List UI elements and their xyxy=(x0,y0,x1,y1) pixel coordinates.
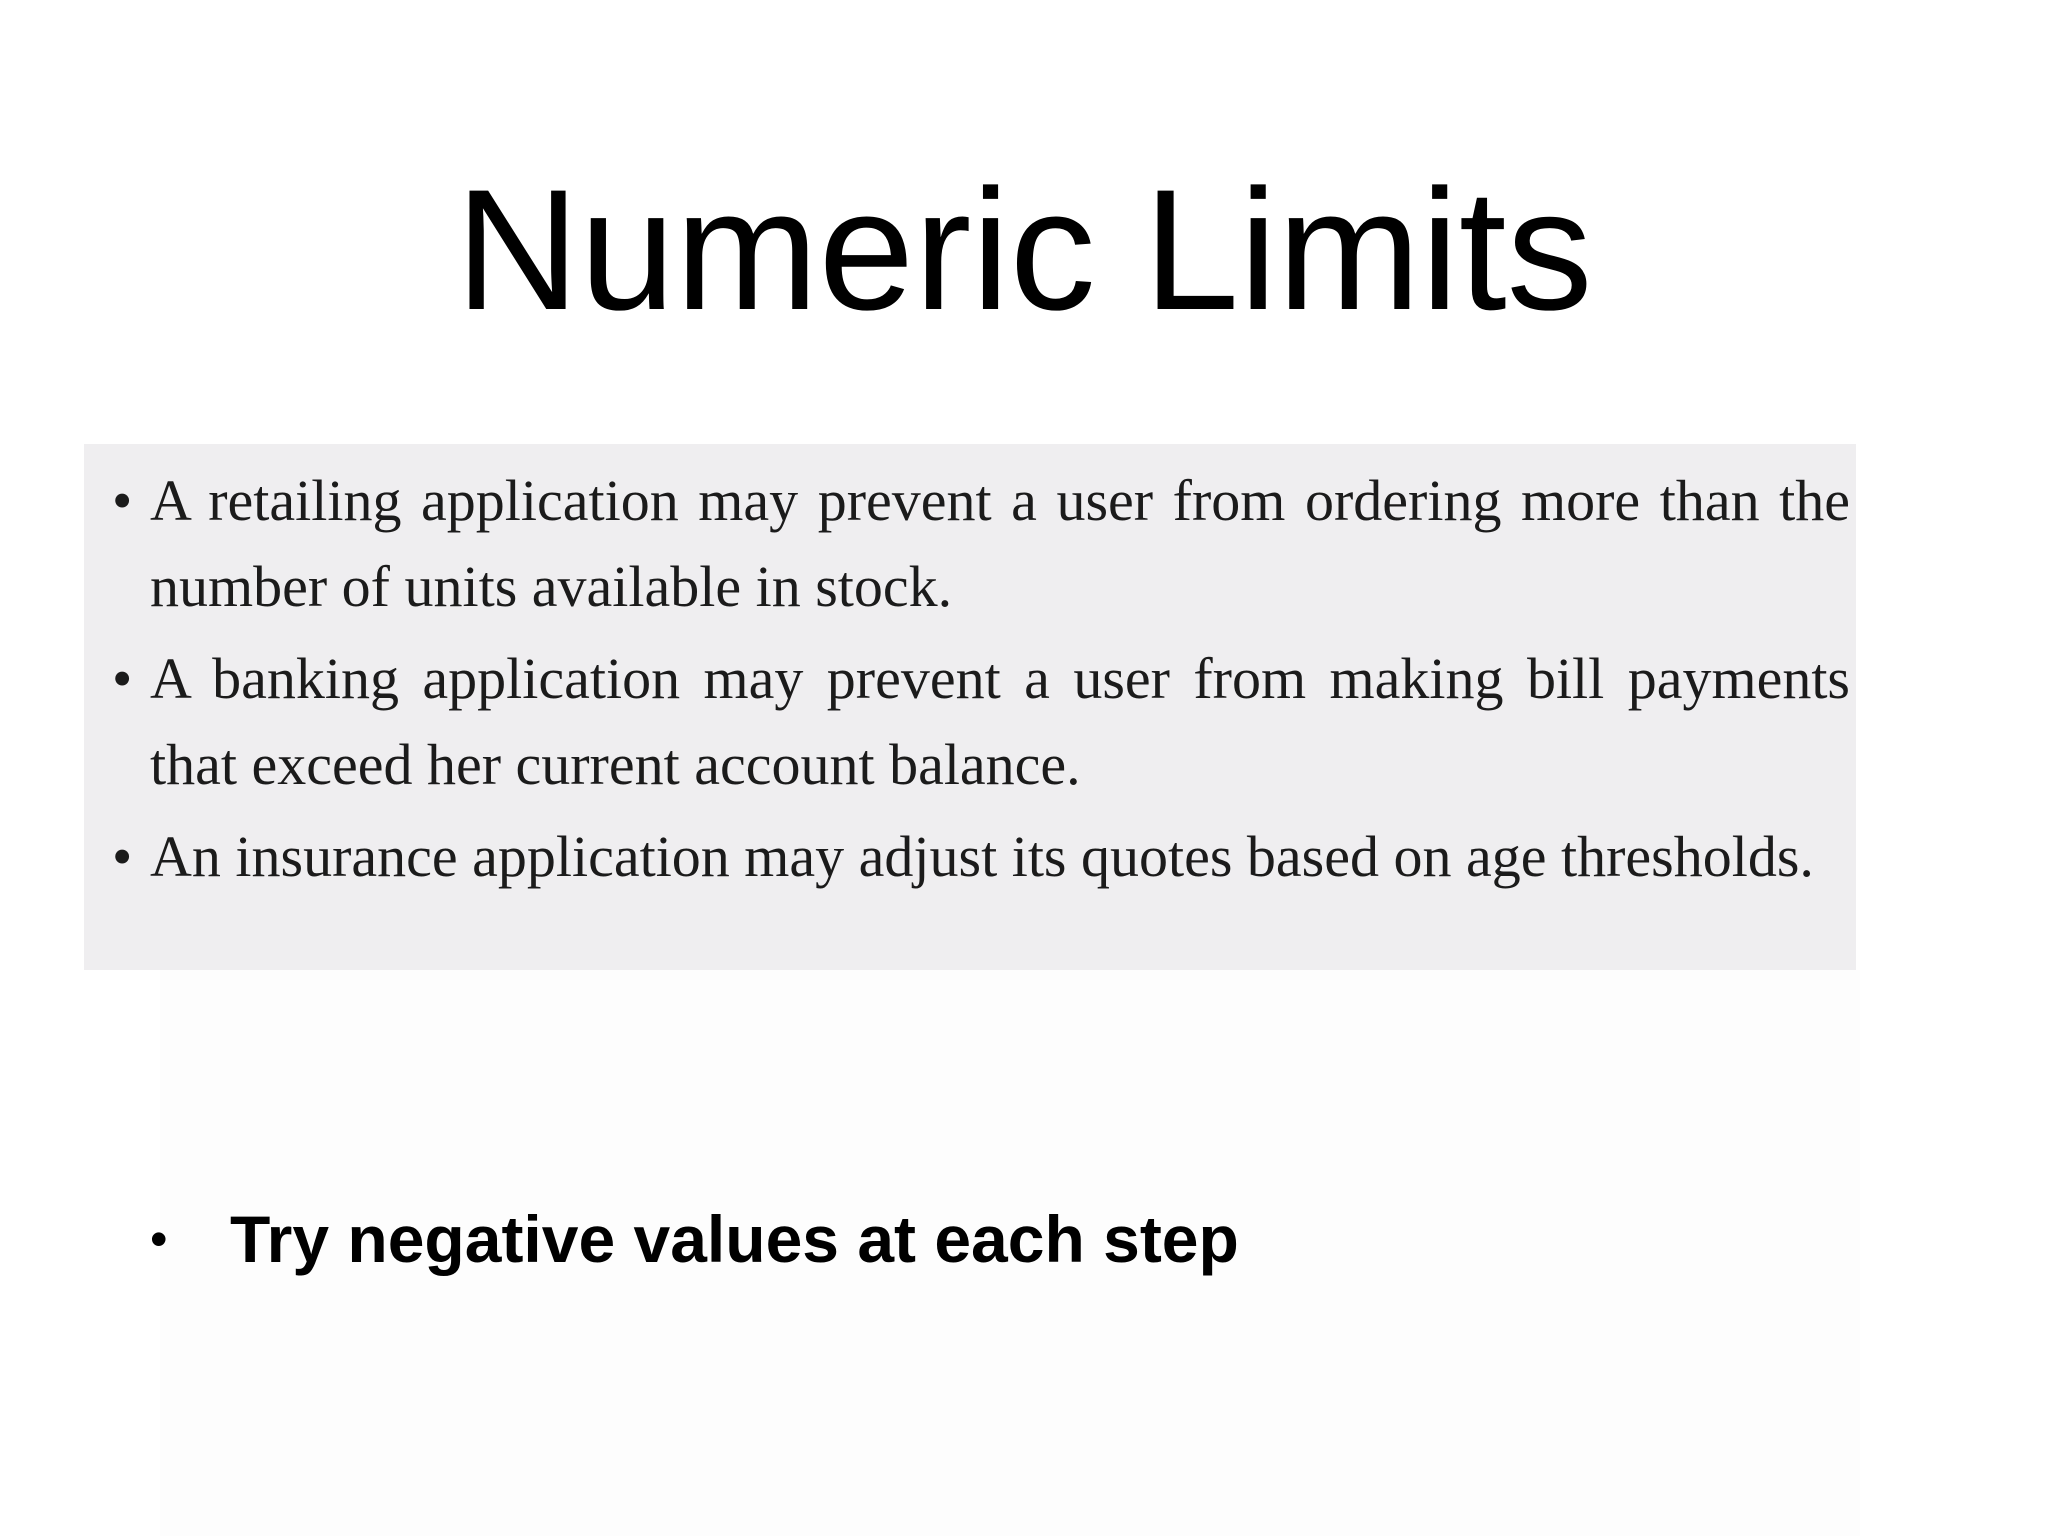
excerpt-item-text: A banking application may prevent a user from making bill payments that exceed her current account balance. xyxy=(150,646,1850,797)
slide-bullet-item xyxy=(150,1194,1850,1284)
bullet-icon: • xyxy=(150,1211,168,1267)
book-excerpt-image xyxy=(84,444,1856,970)
slide-bullet-text: Try negative values at each step xyxy=(230,1202,1239,1276)
excerpt-item-retailing xyxy=(112,458,1850,630)
bullet-icon: • xyxy=(112,468,133,533)
excerpt-list xyxy=(112,458,1850,900)
excerpt-item-banking xyxy=(112,636,1850,808)
bullet-icon: • xyxy=(112,824,133,889)
slide-title: Numeric Limits xyxy=(455,154,1593,346)
excerpt-item-text: A retailing application may prevent a user from ordering more than the number of units available in stock. xyxy=(150,468,1850,619)
bullet-icon: • xyxy=(112,646,133,711)
excerpt-item-insurance xyxy=(112,814,1850,900)
excerpt-item-text: An insurance application may adjust its quotes based on age thresholds. xyxy=(150,824,1814,889)
slide-bullet-list xyxy=(150,1194,1850,1284)
